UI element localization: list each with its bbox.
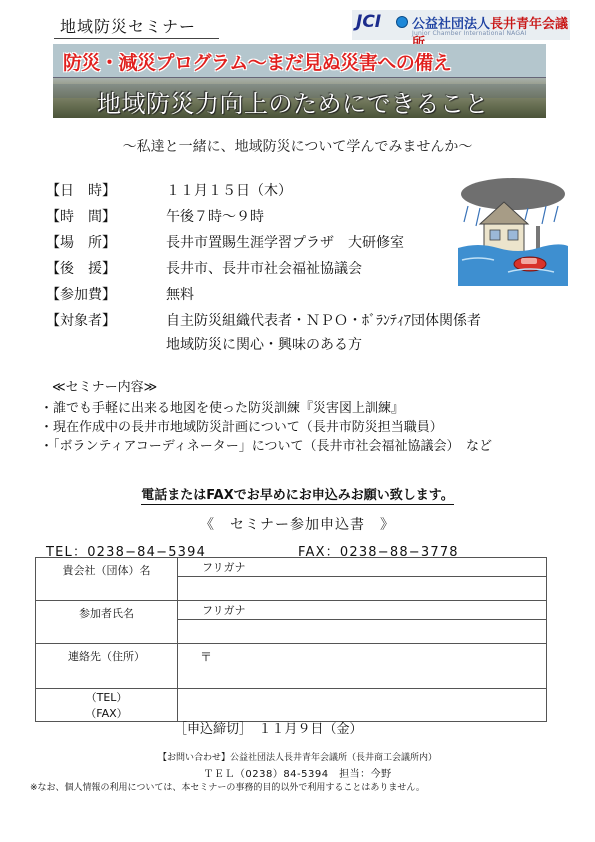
form-title: 《 セミナー参加申込書 》 <box>200 517 395 533</box>
call-to-action-text: 電話またはFAXでお早めにお申込みお願い致します。 <box>141 488 454 503</box>
banner <box>53 44 546 118</box>
banner-subheadline: 地域防災力向上のためにできること <box>97 90 489 118</box>
privacy-note: ※なお、個人情報の利用については、本セミナーの事務的目的以外で利用することはありません。 <box>30 783 425 793</box>
company-furigana-field[interactable]: フリガナ <box>178 558 547 577</box>
page-title: 地域防災セミナー <box>60 17 197 36</box>
logo-subtitle: Junior Chamber International NAGAI <box>412 30 527 37</box>
contents-heading: ≪セミナー内容≫ <box>52 380 158 395</box>
form-fax: FAX：0238−88−3778 <box>298 545 459 560</box>
inquiry-line: 【お問い合わせ】公益社団法人長井青年会議所（長井商工会議所内） <box>157 753 437 763</box>
participant-furigana-field[interactable]: フリガナ <box>178 601 547 620</box>
info-value: １１月１５日（木） <box>166 183 292 199</box>
participant-label: 参加者氏名 <box>36 601 178 644</box>
info-label: 【日 時】 <box>46 183 116 199</box>
company-name-field[interactable] <box>178 576 547 600</box>
inquiry-tel: ＴＥＬ（0238）84-5394 担当：今野 <box>203 769 392 780</box>
info-value: 自主防災組織代表者・ＮＰＯ・ﾎﾞﾗﾝﾃｨｱ団体関係者 <box>166 313 481 329</box>
info-value: 長井市置賜生涯学習プラザ 大研修室 <box>166 235 404 251</box>
info-value: 地域防災に関心・興味のある方 <box>166 337 362 353</box>
form-tel: TEL：0238−84−5394 <box>46 545 207 560</box>
participant-name-field[interactable] <box>178 619 547 643</box>
company-label: 貴会社（団体）名 <box>36 558 178 601</box>
jci-emblem-icon <box>396 16 408 28</box>
info-value: 無料 <box>166 287 194 303</box>
jci-logo <box>352 10 570 40</box>
contact-label: 連絡先（住所） <box>36 644 178 689</box>
tel-fax-field[interactable] <box>178 689 547 722</box>
application-form-table <box>35 557 547 722</box>
address-field[interactable]: 〒 <box>178 644 547 689</box>
deadline: ［申込締切］ １１月９日（金） <box>174 722 363 737</box>
info-value: 午後７時～９時 <box>166 209 264 225</box>
banner-headline: 防災・減災プログラム～まだ見ぬ災害への備え <box>63 52 452 74</box>
info-value: 長井市、長井市社会福祉協議会 <box>166 261 362 277</box>
title-underline <box>54 38 219 39</box>
tel-label: （TEL） <box>36 689 178 706</box>
info-label: 【後 援】 <box>46 261 116 277</box>
logo-name-main: 長井青年会議 <box>490 17 569 32</box>
info-label: 【参加費】 <box>46 287 116 303</box>
content-item: ・誰でも手軽に出来る地図を使った防災訓練『災害図上訓練』 <box>40 401 405 416</box>
logo-name-prefix: 公益社団法人 <box>412 17 491 32</box>
tagline: ～私達と一緒に、地域防災について学んでみませんか～ <box>122 139 473 155</box>
flood-house-car-icon <box>458 176 568 286</box>
content-item: ・「ボランティアコーディネーター」について（長井市社会福祉協議会） など <box>40 439 493 454</box>
info-label: 【時 間】 <box>46 209 116 225</box>
call-to-action <box>0 484 595 503</box>
logo-jci-text: JCI <box>356 12 382 32</box>
content-item: ・現在作成中の長井市地域防災計画について（長井市防災担当職員） <box>40 420 443 435</box>
fax-label: （FAX） <box>36 705 178 722</box>
info-label: 【対象者】 <box>46 313 116 329</box>
info-label: 【場 所】 <box>46 235 116 251</box>
